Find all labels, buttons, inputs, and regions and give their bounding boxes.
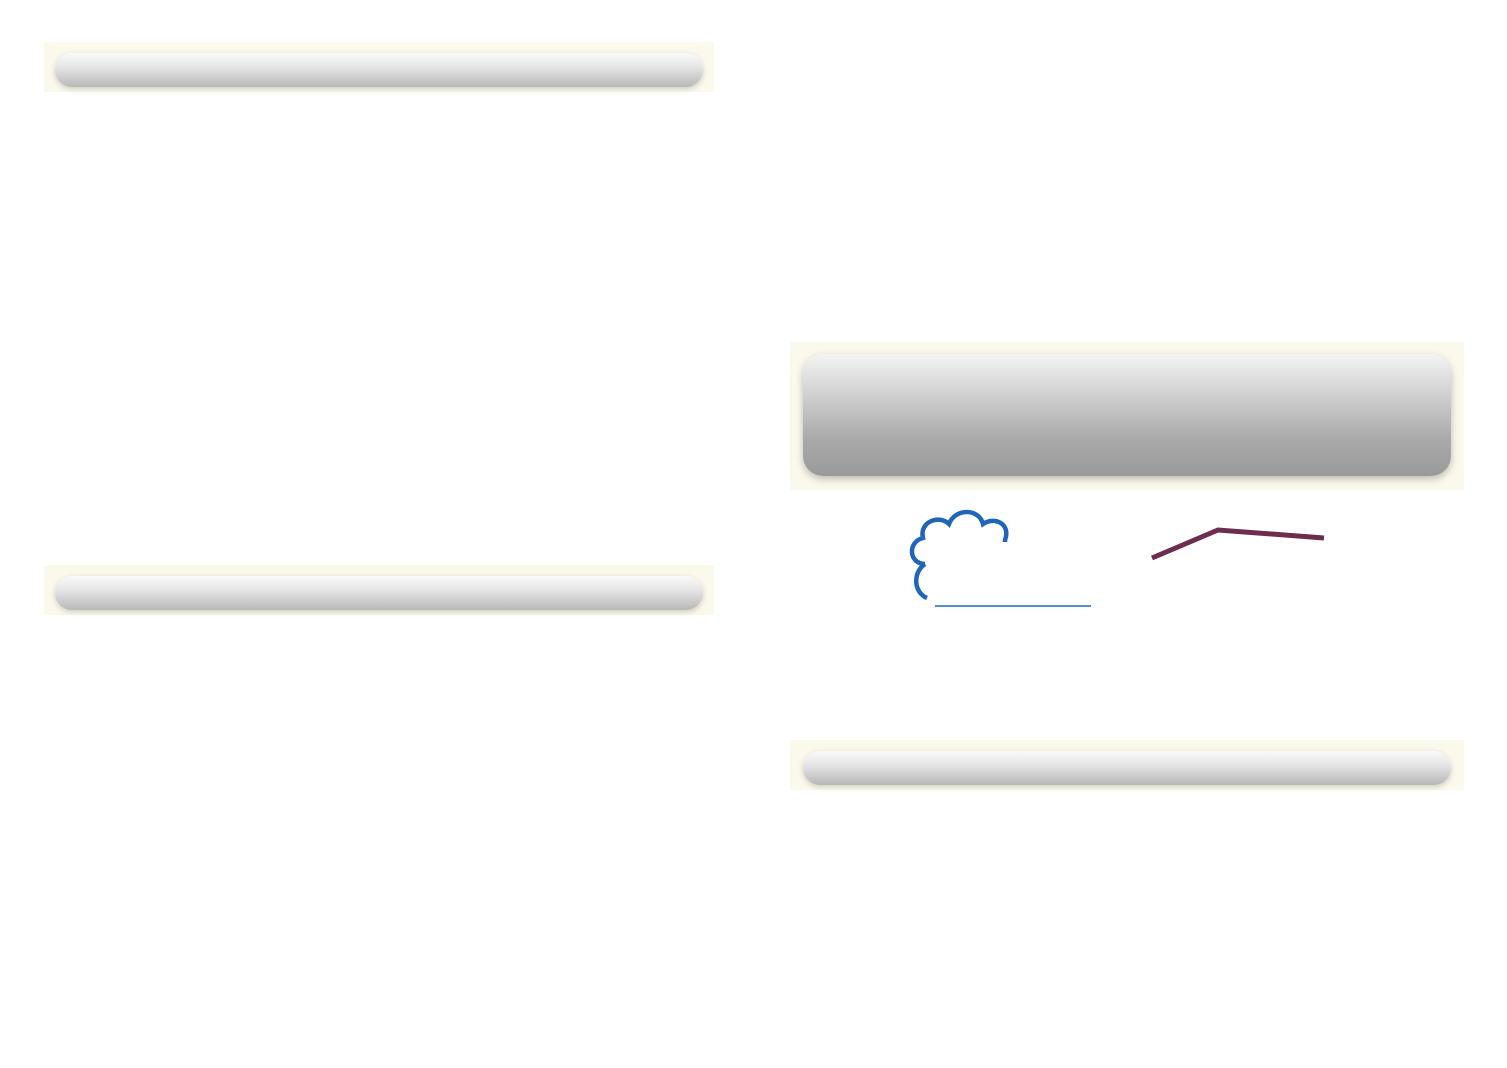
cover-title — [803, 354, 1451, 376]
alg-title — [55, 576, 703, 610]
overview-title — [803, 751, 1451, 785]
fgskw-logo — [1148, 524, 1348, 619]
cover-panel — [803, 354, 1451, 476]
kurz-title — [55, 53, 703, 87]
ilco-logo — [905, 502, 1095, 642]
